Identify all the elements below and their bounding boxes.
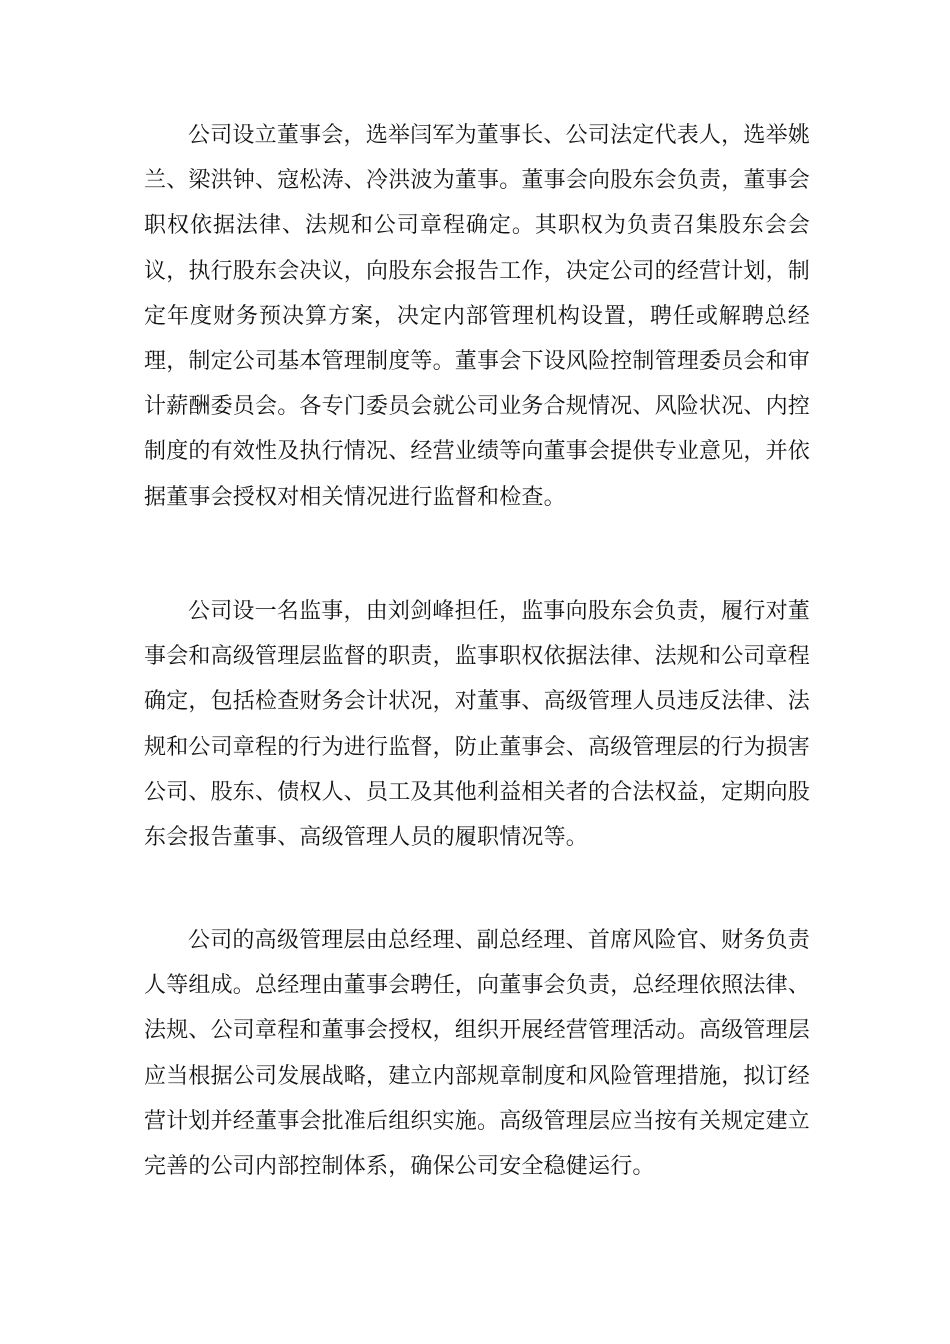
paragraph-board-of-directors: 公司设立董事会，选举闫军为董事长、公司法定代表人，选举姚兰、梁洪钟、寇松涛、冷洪波为董事。董事会向股东会负责，董事会职权依据法律、法规和公司章程确定。其职权为负责召集股东会会议，执行股东会决议，向股东会报告工作，决定公司的经营计划，制定年度财务预决算方案，决定内部管理机构设置，聘任或解聘总经理，制定公司基本管理制度等。董事会下设风险控制管理委员会和审计薪酬委员会。各专门委员会就公司业务合规情况、风险状况、内控制度的有效性及执行情况、经营业绩等向董事会提供专业意见，并依据董事会授权对相关情况进行监督和检查。 xyxy=(144,123,811,510)
paragraph-supervisor: 公司设一名监事，由刘剑峰担任，监事向股东会负责，履行对董事会和高级管理层监督的职责，监事职权依据法律、法规和公司章程确定，包括检查财务会计状况，对董事、高级管理人员违反法律、法规和公司章程的行为进行监督，防止董事会、高级管理层的行为损害公司、股东、债权人、员工及其他利益相关者的合法权益，定期向股东会报告董事、高级管理人员的履职情况等。 xyxy=(144,599,811,851)
paragraph-senior-management: 公司的高级管理层由总经理、副总经理、首席风险官、财务负责人等组成。总经理由董事会聘任，向董事会负责，总经理依照法律、法规、公司章程和董事会授权，组织开展经营管理活动。高级管理层应当根据公司发展战略，建立内部规章制度和风险管理措施，拟订经营计划并经董事会批准后组织实施。高级管理层应当按有关规定建立完善的公司内部控制体系，确保公司安全稳健运行。 xyxy=(144,928,811,1180)
